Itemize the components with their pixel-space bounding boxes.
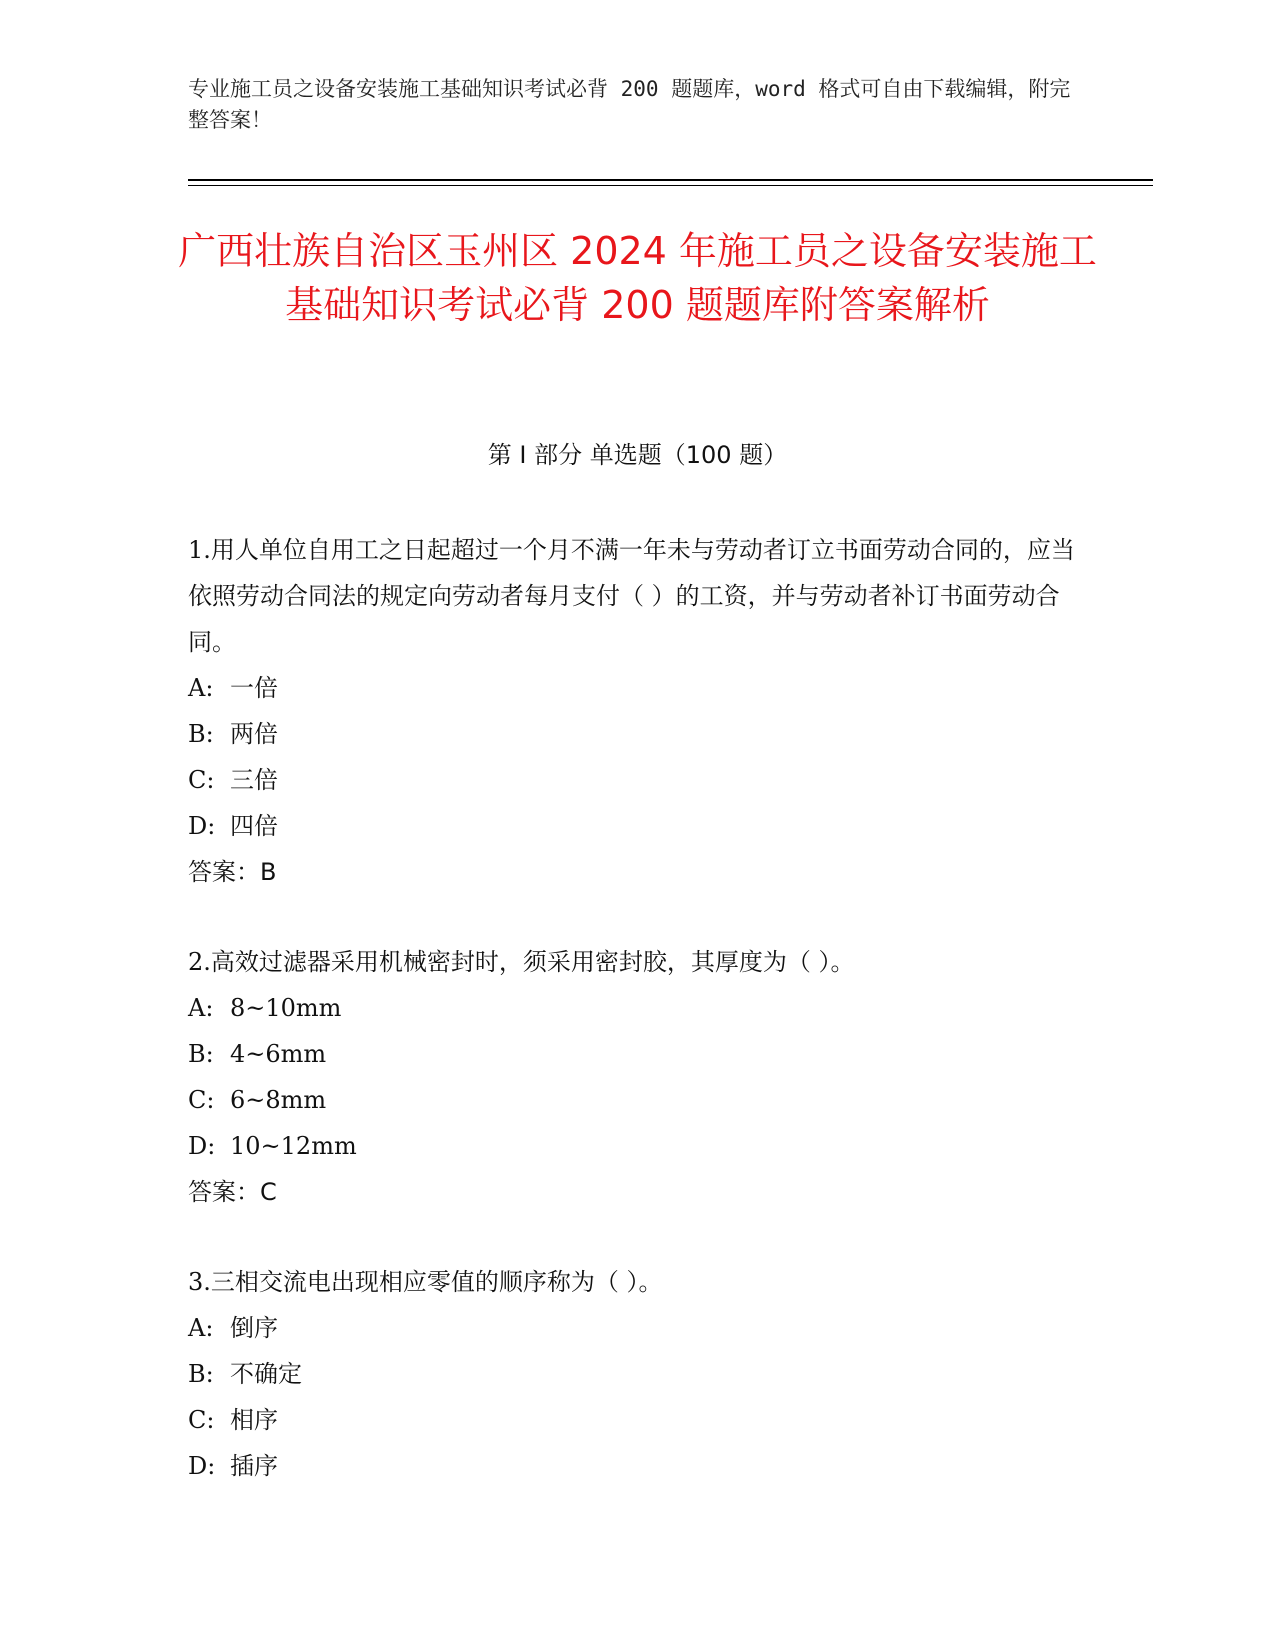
option-text: 10~12mm (230, 1132, 357, 1160)
question-text: 1.用人单位自用工之日起超过一个月不满一年未与劳动者订立书面劳动合同的，应当依照劳动合同法的规定向劳动者每月支付（ ）的工资，并与劳动者补订书面劳动合同。 (188, 536, 1075, 656)
option-c (188, 757, 1088, 803)
option-key: B: (188, 1040, 214, 1068)
option-text: 6~8mm (230, 1086, 327, 1114)
option-key: C: (188, 766, 215, 794)
option-b (188, 1351, 1088, 1397)
header-note: 专业施工员之设备安装施工基础知识考试必背 200 题题库，word 格式可自由下载编辑，附完整答案！ (188, 77, 1071, 132)
question-item (188, 527, 1088, 895)
option-text: 4~6mm (230, 1040, 327, 1068)
option-text: 四倍 (230, 812, 278, 840)
option-key: D: (188, 812, 216, 840)
option-c (188, 1397, 1088, 1443)
option-key: B: (188, 720, 214, 748)
option-d (188, 1443, 1088, 1489)
question-item (188, 939, 1088, 1215)
option-c (188, 1077, 1088, 1123)
option-text: 三倍 (230, 766, 278, 794)
option-key: A: (188, 994, 214, 1022)
option-text: 插序 (230, 1452, 278, 1480)
option-key: A: (188, 1314, 214, 1342)
option-text: 相序 (230, 1406, 278, 1434)
option-text: 8~10mm (230, 994, 342, 1022)
question-list (188, 527, 1088, 1533)
option-key: C: (188, 1406, 215, 1434)
option-b (188, 711, 1088, 757)
option-a (188, 1305, 1088, 1351)
option-key: D: (188, 1132, 216, 1160)
header-divider-thick (188, 179, 1153, 181)
option-a (188, 665, 1088, 711)
section-title: 第 I 部分 单选题（100 题） (487, 441, 788, 469)
answer-line: 答案：C (188, 1178, 277, 1206)
option-key: B: (188, 1360, 214, 1388)
option-text: 一倍 (230, 674, 278, 702)
option-key: A: (188, 674, 214, 702)
option-text: 倒序 (230, 1314, 278, 1342)
question-text: 2.高效过滤器采用机械密封时，须采用密封胶，其厚度为（ ）。 (188, 948, 855, 976)
option-text: 不确定 (230, 1360, 302, 1388)
document-title: 广西壮族自治区玉州区 2024 年施工员之设备安装施工基础知识考试必背 200 题题库附答案解析 (178, 229, 1097, 327)
option-key: D: (188, 1452, 216, 1480)
option-b (188, 1031, 1088, 1077)
option-text: 两倍 (230, 720, 278, 748)
question-item (188, 1259, 1088, 1489)
option-a (188, 985, 1088, 1031)
option-d (188, 803, 1088, 849)
option-d (188, 1123, 1088, 1169)
question-text: 3.三相交流电出现相应零值的顺序称为（ ）。 (188, 1268, 663, 1296)
answer-line: 答案：B (188, 858, 277, 886)
header-divider-thin (188, 185, 1153, 186)
option-key: C: (188, 1086, 215, 1114)
